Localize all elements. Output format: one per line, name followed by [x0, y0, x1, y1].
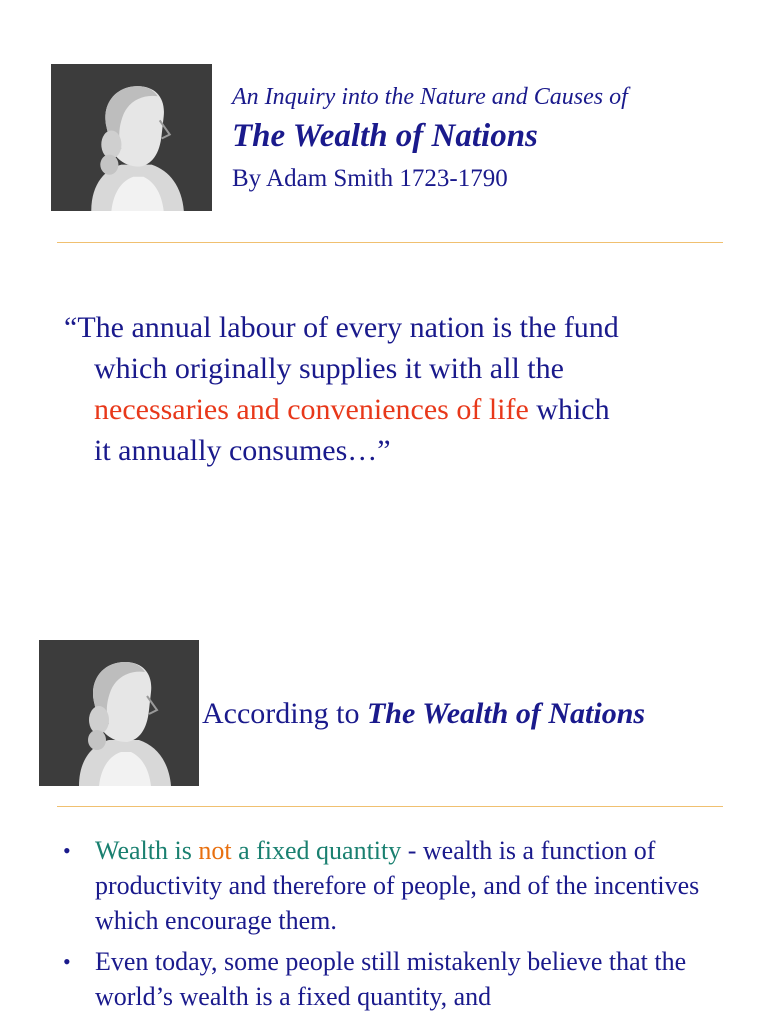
quote-block [64, 307, 714, 471]
quote-line-3 [64, 389, 714, 430]
list-item [60, 833, 740, 938]
bullet-icon: • [63, 949, 71, 974]
list-item [60, 944, 740, 1014]
portrait-illustration [51, 64, 212, 211]
adam-smith-portrait-bottom [39, 640, 199, 786]
bullet-part-rest: - wealth is a function of productivity and therefore of people, and of the incentives which encourage them. [95, 836, 700, 935]
bullet-text: Even today, some people still mistakenly believe that the world’s wealth is a fixed quantity, and [95, 947, 687, 1011]
section-heading-prefix: According to [202, 697, 367, 730]
adam-smith-portrait-top [51, 64, 212, 211]
book-subtitle: An Inquiry into the Nature and Causes of [232, 84, 628, 110]
quote-line-1: “The annual labour of every nation is the fund [64, 311, 619, 344]
quote-highlight: necessaries and conveniences of life [94, 393, 529, 426]
bullet-part-not: not [198, 836, 232, 865]
quote-line-2: which originally supplies it with all the [94, 352, 564, 385]
quote-line-3-rest: which [528, 393, 610, 426]
author-byline: By Adam Smith 1723-1790 [232, 165, 508, 192]
quote-line-4: it annually consumes…” [94, 434, 391, 467]
portrait-illustration [39, 640, 199, 786]
divider-top [57, 242, 723, 243]
book-title: The Wealth of Nations [232, 118, 538, 154]
bullet-part-fixed-quantity: a fixed quantity [231, 836, 402, 865]
bullet-part-wealth-is: Wealth is [95, 836, 199, 865]
bullet-list [60, 833, 740, 1020]
bullet-icon: • [63, 838, 71, 863]
section-heading-title: The Wealth of Nations [366, 697, 646, 730]
section-heading [202, 697, 645, 731]
divider-bottom [57, 806, 723, 807]
